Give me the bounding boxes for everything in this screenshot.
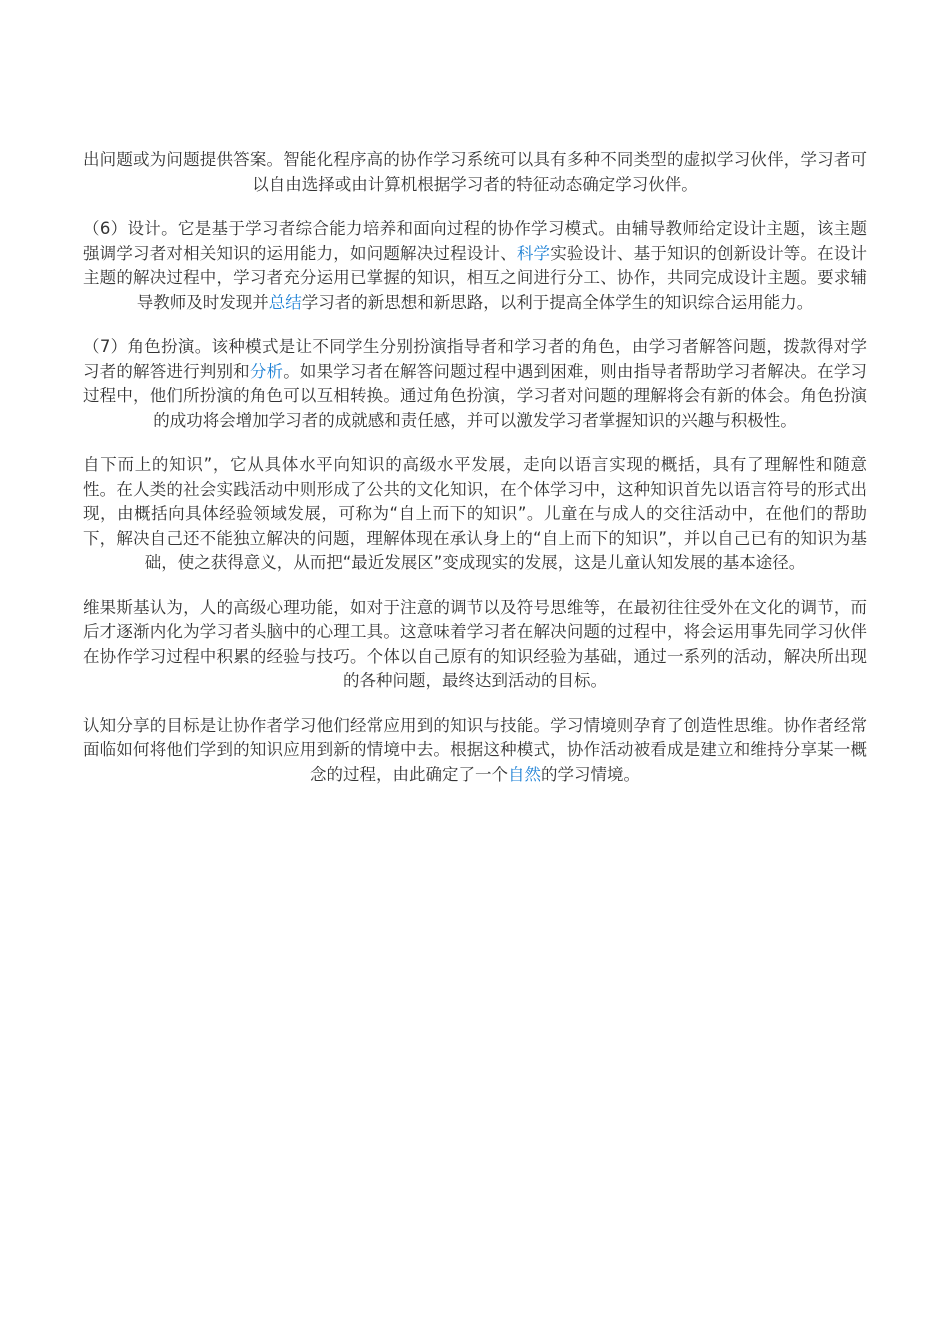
paragraph-text: 认知分享的目标是让协作者学习他们经常应用到的知识与技能。学习情境则孕育了创造性思维。协作者经常面临如何将他们学到的知识应用到新的情境中去。根据这种模式，协作活动被看成是建立和维持分享某一概念的过程，由此确定了一个 [83,715,867,784]
paragraph-text: 学习者的新思想和新思路，以利于提高全体学生的知识综合运用能力。 [301,292,814,312]
paragraph-cognitive-sharing [83,714,867,788]
paragraph-design-mode [83,217,867,315]
paragraph-text: 出问题或为问题提供答案。智能化程序高的协作学习系统可以具有多种不同类型的虚拟学习伙伴，学习者可以自由选择或由计算机根据学习者的特征动态确定学习伙伴。 [83,150,867,194]
document-body [83,148,867,807]
paragraph-role-play [83,335,867,433]
paragraph-text: 实验设计、基于知识的创新设计等。在设计主题的解决过程中，学习者充分运用已掌握的知识，相互之间进行分工、协作，共同完成设计主题。要求辅导教师及时发现并 [83,243,868,312]
paragraph-text: 。如果学习者在解答问题过程中遇到困难，则由指导者帮助学习者解决。在学习过程中，他们所扮演的角色可以互相转换。通过角色扮演，学习者对问题的理解将会有新的体会。角色扮演的成功将会增加学习者的成就感和责任感，并可以激发学习者掌握知识的兴趣与积极性。 [83,361,868,430]
paragraph-text: 自下而上的知识”，它从具体水平向知识的高级水平发展，走向以语言实现的概括，具有了理解性和随意性。在人类的社会实践活动中则形成了公共的文化知识，在个体学习中，这种知识首先以语言符号的形式出现，由概括向具体经验领域发展，可称为“自上而下的知识”。儿童在与成人的交往活动中，在他们的帮助下，解决自己还不能独立解决的问题，理解体现在承认身上的“自上而下的知识”，并以自己已有的知识为基础，使之获得意义，从而把“最近发展区”变成现实的发展，这是儿童认知发展的基本途径。 [83,455,867,572]
paragraph-text: 维果斯基认为，人的高级心理功能，如对于注意的调节以及符号思维等，在最初往往受外在文化的调节，而后才逐渐内化为学习者头脑中的心理工具。这意味着学习者在解决问题的过程中，将会运用事先同学习伙伴在协作学习过程中积累的经验与技巧。个体以自己原有的知识经验为基础，通过一系列的活动，解决所出现的各种问题，最终达到活动的目标。 [83,597,867,690]
link-summary[interactable]: 总结 [268,292,302,312]
paragraph-vygotsky [83,596,867,694]
link-analysis[interactable]: 分析 [249,361,284,381]
link-science[interactable]: 科学 [516,243,551,263]
paragraph-text: （6）设计。它是基于学习者综合能力培养和面向过程的协作学习模式。由辅导教师给定设计主题，该主题强调学习者对相关知识的运用能力，如问题解决过程设计、 [83,219,867,263]
paragraph-text: 的学习情境。 [541,764,640,784]
paragraph-text: （7）角色扮演。该种模式是让不同学生分别扮演指导者和学习者的角色，由学习者解答问题，拨款得对学习者的解答进行判别和 [83,337,867,381]
link-nature[interactable]: 自然 [508,764,541,784]
paragraph-knowledge-development [83,453,867,576]
paragraph-virtual-partner [83,148,867,197]
